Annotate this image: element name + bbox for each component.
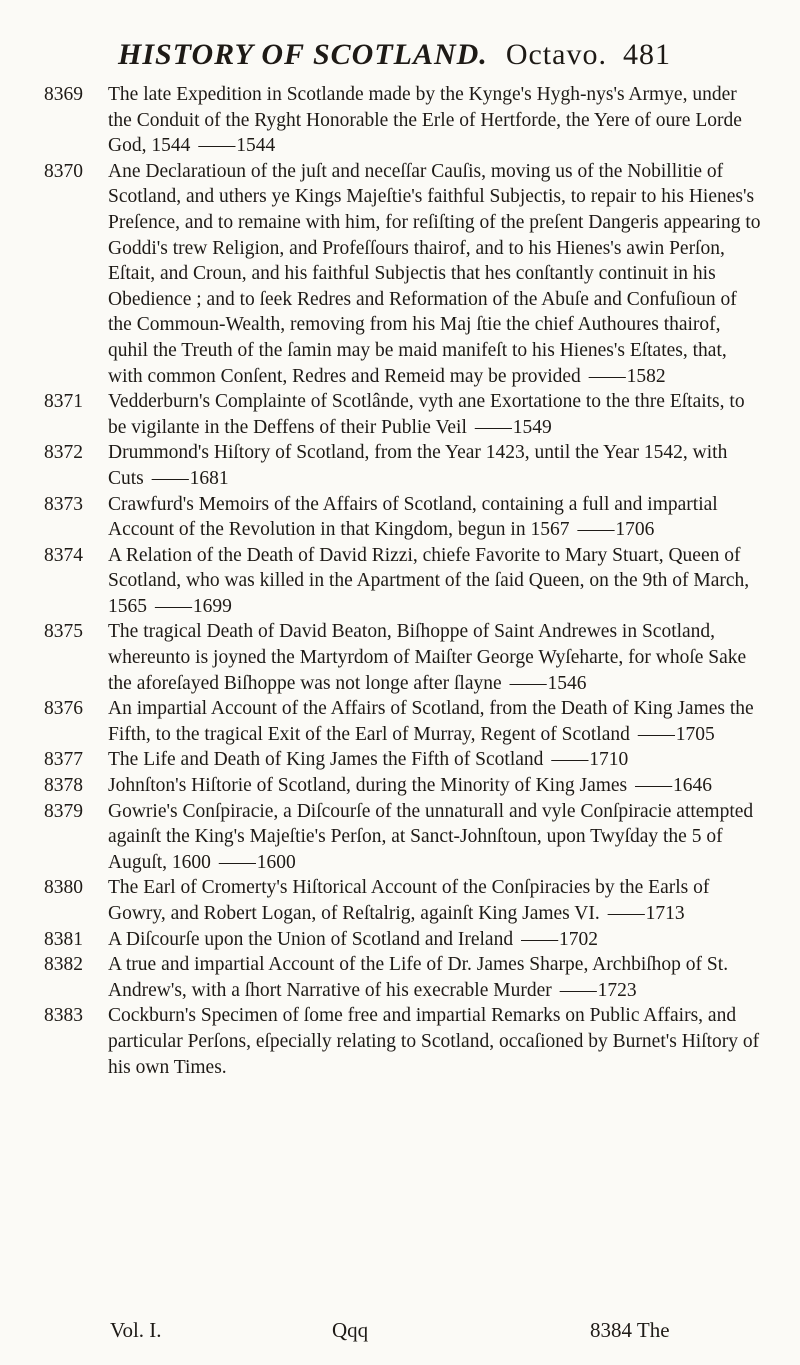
catchword: 8384 The: [590, 1318, 670, 1342]
entry-title: The tragical Death of David Beaton, Biſhoppe of Saint Andrewes in Scotland, whereunto is joyned the Martyrdom of Maiſter George Wyſeharte, for whoſe Sake the aforeſayed Biſhoppe was not longe after ſlayne: [108, 621, 747, 694]
entry-number: 8383: [44, 1005, 83, 1027]
entry-title: Gowrie's Conſpiracie, a Diſcourſe of the unnaturall and vyle Conſpiracie attempted againſt the King's Majeſtie's Perſon, at Sanct-Johnſtoun, upon Twyſday the 5 of Auguſt, 1600: [108, 800, 754, 873]
header-format: Octavo.: [505, 38, 607, 71]
catalogue-entry: [44, 773, 764, 799]
entry-number: 8382: [44, 954, 83, 976]
entry-number: 8370: [44, 160, 83, 182]
entry-number: 8376: [44, 698, 83, 720]
running-header: [118, 38, 738, 72]
entry-text-block: [108, 389, 764, 440]
entry-text-block: [108, 492, 764, 543]
entry-number: 8381: [44, 928, 83, 950]
entry-title: Vedderburn's Complainte of Scotlânde, vyth ane Exortatione to the thre Eſtaits, to be vigilante in the Deffens of their Publie Veil: [108, 391, 745, 438]
entry-title: Drummond's Hiſtory of Scotland, from the Year 1423, until the Year 1542, with Cuts: [108, 442, 728, 489]
entry-text-block: [108, 82, 764, 159]
entry-title: A Diſcourſe upon the Union of Scotland and Ireland: [108, 928, 514, 950]
entry-date: —— 1699: [155, 596, 232, 617]
entry-text-block: [108, 875, 764, 926]
page-number: 481: [622, 38, 671, 71]
signature-mark: Qqq: [332, 1318, 369, 1342]
entry-text-block: [108, 773, 764, 799]
entry-date: —— 1546: [510, 673, 587, 694]
entry-number: 8378: [44, 775, 83, 797]
entry-title: Crawfurd's Memoirs of the Affairs of Scotland, containing a full and impartial Account of the Revolution in that Kingdom, begun in 1567: [108, 493, 718, 541]
catalogue-entry: [44, 492, 764, 543]
entry-text-block: [108, 619, 764, 696]
entry-title: The late Expedition in Scotlande made by the Kynge's Hygh-nys's Armye, under the Conduit of the Ryght Honorable the Erle of Hertforde, the Yere of oure Lorde God, 1544: [108, 84, 742, 157]
entry-text-block: [108, 543, 764, 620]
entry-date: —— 1713: [608, 903, 685, 924]
entry-title: Ane Declaratioun of the juſt and neceſſar Cauſis, moving us of the Nobillitie of Scotland, and uthers ye Kings Majeſtie's faithful Subjectis, to repair to his Hienes's Preſence, and to remaine with him, for reſiſting of the preſent Dangeris appearing to Goddi's trew Religion, and Profeſſours thairof, and to his Hienes's awin Perſon, Eſtait, and Croun, and his faithful Subjectis that hes conſtantly continuit in his Obedience ; and to ſeek Redres and Reformation of the Abuſe and Confuſioun of the Commoun-Wealth, removing from his Maj ſtie the chief Authoures thairof, quhil the Treuth of the ſamin may be maid manifeſt to his Hienes's Eſtates, that, with common Conſent, Redres and Remeid may be provided: [108, 160, 761, 387]
entry-title: The Life and Death of King James the Fifth of Scotland: [108, 749, 544, 771]
entry-text-block: [108, 1003, 764, 1080]
entry-date: —— 1710: [551, 749, 628, 770]
entry-date: —— 1549: [475, 417, 552, 438]
entry-date: —— 1600: [219, 852, 296, 873]
catalogue-entry: [44, 1003, 764, 1080]
entry-number: 8371: [44, 391, 83, 413]
catalogue-entry: [44, 927, 764, 953]
entry-text-block: [108, 747, 764, 773]
catalogue-entry: [44, 389, 764, 440]
catalogue-entry: [44, 696, 764, 747]
entry-title: An impartial Account of the Affairs of Scotland, from the Death of King James the Fifth, to the tragical Exit of the Earl of Murray, Regent of Scotland: [108, 698, 754, 745]
entry-title: Johnſton's Hiſtorie of Scotland, during the Minority of King James: [108, 775, 628, 797]
entry-text-block: [108, 927, 764, 953]
entry-number: 8373: [44, 493, 83, 515]
entry-date: —— 1582: [589, 366, 666, 387]
entry-number: 8380: [44, 877, 83, 899]
catalogue-entry: [44, 543, 764, 620]
entry-date: —— 1702: [521, 929, 598, 950]
entry-date: —— 1705: [638, 724, 715, 745]
catalogue-entry: [44, 799, 764, 876]
catalogue-entry: [44, 159, 764, 389]
entry-date: —— 1681: [152, 468, 229, 489]
entry-number: 8374: [44, 544, 83, 566]
entry-title: A true and impartial Account of the Life of Dr. James Sharpe, Archbiſhop of St. Andrew's, with a ſhort Narrative of his execrable Murder: [108, 954, 729, 1001]
entry-number: 8372: [44, 442, 83, 464]
entry-number: 8379: [44, 800, 83, 822]
entry-date: —— 1706: [577, 519, 654, 540]
entry-title: Cockburn's Specimen of ſome free and impartial Remarks on Public Affairs, and particular Perſons, eſpecially relating to Scotland, occaſioned by Burnet's Hiſtory of his own Times.: [108, 1005, 760, 1078]
entry-text-block: [108, 159, 764, 389]
catalogue-entry: [44, 82, 764, 159]
entry-text-block: [108, 440, 764, 491]
catalogue-entry: [44, 875, 764, 926]
entry-text-block: [108, 696, 764, 747]
entry-number: 8375: [44, 621, 83, 643]
catalogue-entries: [44, 82, 764, 1080]
catalogue-entry: [44, 952, 764, 1003]
entry-title: A Relation of the Death of David Rizzi, chiefe Favorite to Mary Stuart, Queen of Scotland, who was killed in the Apartment of the ſaid Queen, on the 9th of March, 1565: [108, 544, 750, 617]
entry-date: —— 1646: [635, 775, 712, 796]
entry-text-block: [108, 799, 764, 876]
entry-title: The Earl of Cromerty's Hiſtorical Account of the Conſpiracies by the Earls of Gowry, and Robert Logan, of Reſtalrig, againſt King James VI.: [108, 877, 710, 924]
entry-number: 8369: [44, 84, 83, 105]
catalogue-entry: [44, 440, 764, 491]
volume-label: Vol. I.: [110, 1318, 162, 1342]
entry-number: 8377: [44, 749, 83, 771]
entry-date: —— 1723: [560, 980, 637, 1001]
catalogue-entry: [44, 619, 764, 696]
entry-date: —— 1544: [198, 135, 275, 156]
catalogue-entry: [44, 747, 764, 773]
header-title: HISTORY OF SCOTLAND.: [118, 38, 488, 71]
entry-text-block: [108, 952, 764, 1003]
